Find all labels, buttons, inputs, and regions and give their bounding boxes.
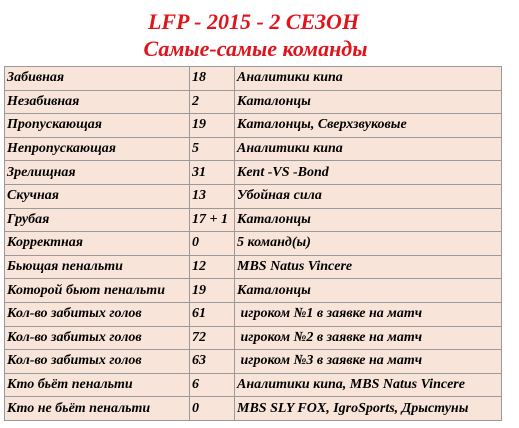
category-cell: Незабивная <box>5 90 190 114</box>
team-cell: Каталонцы, Сверхзвуковые <box>235 114 502 138</box>
page-subtitle: Самые-самые команды <box>143 36 368 61</box>
value-cell: 2 <box>190 90 235 114</box>
value-cell: 19 <box>190 114 235 138</box>
table-row <box>5 67 502 91</box>
team-cell: Каталонцы <box>235 208 502 232</box>
table-row <box>5 373 502 397</box>
category-cell: Кол-во забитых голов <box>5 302 190 326</box>
table-row <box>5 302 502 326</box>
team-cell: Убойная сила <box>235 184 502 208</box>
value-cell: 31 <box>190 161 235 185</box>
stats-table <box>4 66 502 421</box>
value-cell: 63 <box>190 350 235 374</box>
team-cell: игроком №1 в заявке на матч <box>235 302 502 326</box>
category-cell: Бьющая пенальти <box>5 255 190 279</box>
value-cell: 61 <box>190 302 235 326</box>
table-row <box>5 161 502 185</box>
table-row <box>5 114 502 138</box>
value-cell: 6 <box>190 373 235 397</box>
page-title: LFP - 2015 - 2 СЕЗОН <box>147 9 360 34</box>
category-cell: Пропускающая <box>5 114 190 138</box>
value-cell: 18 <box>190 67 235 91</box>
table-row <box>5 137 502 161</box>
table-row <box>5 350 502 374</box>
table-row <box>5 279 502 303</box>
table-row <box>5 184 502 208</box>
value-cell: 17 + 1 <box>190 208 235 232</box>
value-cell: 12 <box>190 255 235 279</box>
team-cell: MBS SLY FOX, IgroSports, Дрыстуны <box>235 397 502 421</box>
table-row <box>5 90 502 114</box>
category-cell: Скучная <box>5 184 190 208</box>
team-cell: Аналитики кипа, MBS Natus Vincere <box>235 373 502 397</box>
value-cell: 72 <box>190 326 235 350</box>
team-cell: Каталонцы <box>235 90 502 114</box>
category-cell: Которой бьют пенальти <box>5 279 190 303</box>
value-cell: 0 <box>190 232 235 256</box>
category-cell: Грубая <box>5 208 190 232</box>
value-cell: 13 <box>190 184 235 208</box>
team-cell: игроком №3 в заявке на матч <box>235 350 502 374</box>
table-row <box>5 326 502 350</box>
team-cell: MBS Natus Vincere <box>235 255 502 279</box>
category-cell: Забивная <box>5 67 190 91</box>
category-cell: Зрелищная <box>5 161 190 185</box>
value-cell: 5 <box>190 137 235 161</box>
table-row <box>5 397 502 421</box>
team-cell: Аналитики кипа <box>235 137 502 161</box>
category-cell: Кто бьёт пенальти <box>5 373 190 397</box>
value-cell: 19 <box>190 279 235 303</box>
category-cell: Непропускающая <box>5 137 190 161</box>
value-cell: 0 <box>190 397 235 421</box>
team-cell: 5 команд(ы) <box>235 232 502 256</box>
category-cell: Кол-во забитых голов <box>5 326 190 350</box>
table-row <box>5 255 502 279</box>
category-cell: Корректная <box>5 232 190 256</box>
table-row <box>5 208 502 232</box>
team-cell: Каталонцы <box>235 279 502 303</box>
team-cell: игроком №2 в заявке на матч <box>235 326 502 350</box>
table-row <box>5 232 502 256</box>
category-cell: Кто не бьёт пенальти <box>5 397 190 421</box>
category-cell: Кол-во забитых голов <box>5 350 190 374</box>
team-cell: Kent -VS -Bond <box>235 161 502 185</box>
team-cell: Аналитики кипа <box>235 67 502 91</box>
